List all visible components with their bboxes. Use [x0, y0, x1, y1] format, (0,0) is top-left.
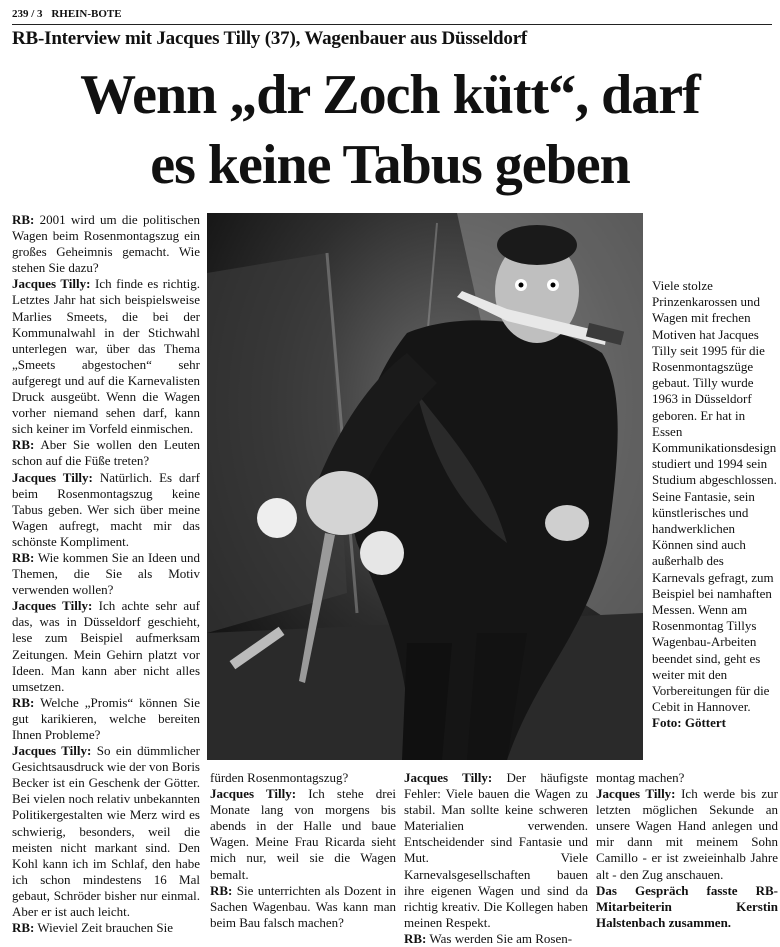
interview-paragraph [210, 883, 396, 931]
photo-credit: Foto: Göttert [652, 715, 726, 731]
paragraph-text: Sie unterrichten als Dozent in Sachen Wagenbau. Was kann man beim Bau falsch machen? [210, 882, 396, 930]
speaker-label: RB: [12, 549, 35, 565]
speaker-label: Jacques Tilly: [12, 469, 93, 485]
interview-paragraph [12, 276, 200, 437]
interview-paragraph [12, 550, 200, 598]
interview-paragraph [12, 920, 200, 936]
speaker-label: RB: [404, 930, 427, 946]
paragraph-text: Welche „Promis“ können Sie gut karikieren, welche bereiten Ihnen Probleme? [12, 694, 200, 742]
paragraph-text: fürden Rosenmontagszug? [210, 770, 349, 785]
speaker-label: Jacques Tilly: [404, 770, 493, 785]
interview-paragraph [12, 470, 200, 550]
article-closing-credit: Das Gespräch fasste RB-Mitarbeiterin Kerstin Halstenbach zusammen. [596, 882, 778, 930]
page-number: 239 / 3 [12, 8, 43, 20]
interview-paragraph [12, 743, 200, 920]
interview-paragraph [12, 212, 200, 276]
paragraph-text: Ich achte sehr auf das, was in Düsseldorf geschieht, lese zum Beispiel aufmerksam Zeitungen. Mein Gehirn platzt vor Ideen. Man kann aber nicht alles umsetzen. [12, 598, 200, 694]
speaker-label: Jacques Tilly: [12, 598, 93, 614]
headline-line-1: Wenn „dr Zoch kütt“, darf [80, 64, 700, 126]
speaker-label: Jacques Tilly: [210, 786, 297, 802]
paragraph-text: Wieviel Zeit brauchen Sie [34, 920, 173, 936]
paragraph-text: Aber Sie wollen den Leuten schon auf die Füße treten? [12, 437, 200, 469]
paragraph-text: Wie kommen Sie an Ideen und Themen, die Sie als Motiv verwenden wollen? [12, 549, 200, 598]
speaker-label: RB: [210, 882, 233, 898]
publication-name: RHEIN-BOTE [51, 8, 122, 20]
article-column-4 [596, 770, 778, 928]
photo-caption [652, 278, 778, 732]
interview-paragraph [12, 695, 200, 743]
headline-line-2: es keine Tabus geben [150, 134, 630, 196]
speaker-label: Jacques Tilly: [596, 786, 676, 802]
article-photo [207, 213, 643, 760]
article-column-2 [210, 770, 396, 928]
interview-paragraph [404, 770, 588, 931]
interview-paragraph [210, 770, 396, 786]
speaker-label: Jacques Tilly: [12, 743, 92, 759]
interview-paragraph [596, 786, 778, 883]
paragraph-text: 2001 wird um die politischen Wagen beim Rosenmontagszug ein großes Geheimnis gemacht. Wie stehen Sie dazu? [12, 212, 200, 276]
interview-paragraph [12, 598, 200, 695]
paragraph-text: So ein dümmlicher Gesichtsausdruck wie der von Boris Becker ist ein Geschenk der Götter. Bei vielen noch relativ unbekannten Politikergestalten wie Merz wird es schwierig, besonders, weil die meisten nicht markant sind. Den Kohl kann ich im Schlaf, den habe ich schon mindestens 16 Mal gebaut, Schröder bisher nur einmal. Aber er ist auch leicht. [12, 743, 200, 920]
paragraph-text: Ich finde es richtig. Letztes Jahr hat sich beispielsweise Marlies Smeets, die bei der Kommunalwahl in der Stichwahl unterlegen war, über das Thema „Smeets abgestochen“ sehr aufgeregt und auf die Karnevalisten Druck ausgeübt. Wenn die Wagen vorher niemand sehen darf, kann sich keiner im Vorfeld einmischen. [12, 276, 200, 437]
speaker-label: RB: [12, 694, 35, 710]
paragraph-text: montag machen? [596, 770, 685, 785]
speaker-label: RB: [12, 437, 35, 453]
paragraph-text: Natürlich. Es darf beim Rosenmontagszug keine Tabus geben. Wer sich über meine Wagen aufregt, macht mir das schönste Kompliment. [12, 469, 200, 549]
paragraph-text: Ich stehe drei Monate lang von morgens bis abends in der Halle und baue Wagen. Meine Frau Ricarda sieht mich nur, weil sie die Wagen bemalt. [210, 786, 396, 882]
article-column-3 [404, 770, 588, 946]
article-column-1 [12, 212, 200, 936]
paragraph-text: Der häufigste Fehler: Viele bauen die Wagen zu stabil. Man sollte keine schweren Materialien verwenden. Entscheidender sind Fantasie und Mut. Viele Karnevalsgesellschaften bauen ihre eigenen Wagen und sind da richtig kreativ. Die Kollegen haben meinen Respekt. [404, 770, 588, 930]
speaker-label: Jacques Tilly: [12, 276, 91, 292]
column-4-body [596, 770, 778, 883]
paragraph-text: Was werden Sie am Rosen- [426, 930, 573, 946]
photo-illustration [207, 213, 643, 760]
paragraph-text: Ich werde bis zur letzten möglichen Sekunde an unsere Wagen Hand anlegen und mir dann mit meinem Sohn Camillo - er ist zweieinhalb Jahre alt - den Zug anschauen. [596, 786, 778, 882]
caption-text: Viele stolze Prinzenkarossen und Wagen mit frechen Motiven hat Jacques Tilly seit 1995 für die Rosenmontagszüge gebaut. Tilly wurde 1963 in Düsseldorf geboren. Er hat in Essen Kommunikationsdesign studiert und 1994 sein Studium abgeschlossen. Seine Fantasie, sein künstlerisches und handwerklichen Können sind auch außerhalb des Karnevals gefragt, zum Beispiel bei namhaften Messen. Wenn am Rosenmontag Tillys Wagenbau-Arbeiten beendet sind, geht es weiter mit den Vorbereitungen für die Cebit in Hannover. [652, 278, 777, 715]
speaker-label: RB: [12, 920, 35, 936]
interview-paragraph [12, 437, 200, 469]
page-header [12, 8, 772, 25]
article-kicker: RB-Interview mit Jacques Tilly (37), Wagenbauer aus Düsseldorf [12, 28, 528, 49]
interview-paragraph [596, 770, 778, 786]
article-headline [0, 60, 780, 200]
interview-paragraph [404, 931, 588, 947]
speaker-label: RB: [12, 212, 35, 227]
interview-paragraph [210, 786, 396, 883]
